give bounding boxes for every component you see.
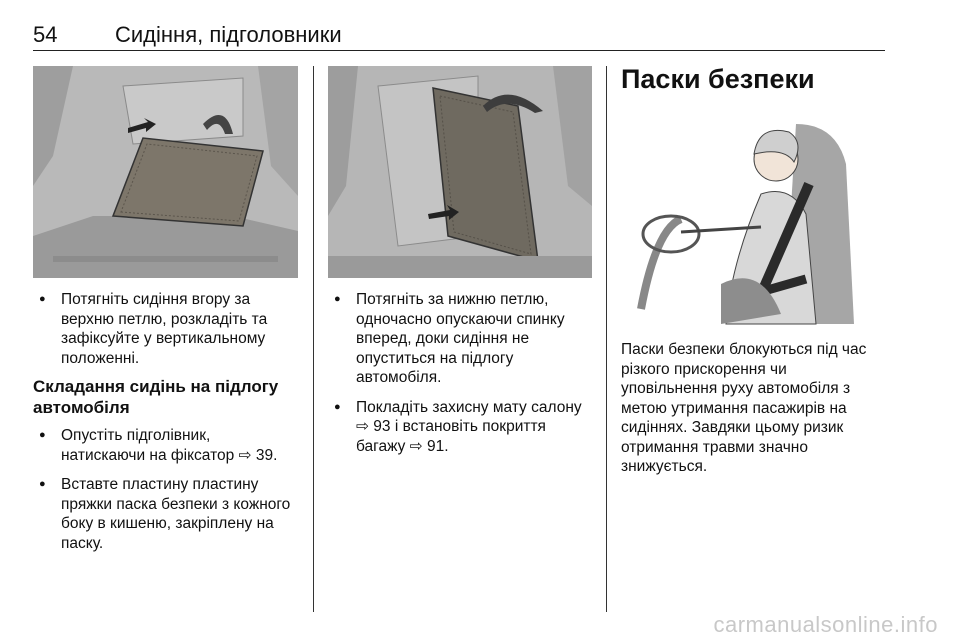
seat-fold-illustration: [328, 66, 592, 278]
watermark: carmanualsonline.info: [713, 612, 938, 637]
seat-unfold-illustration: [33, 66, 298, 278]
section-title: Паски безпеки: [621, 64, 815, 94]
unfold-steps: [33, 290, 298, 378]
header-rule: [33, 50, 885, 51]
list-item: ● Вставте пластину пластину пряжки паска безпеки з кожного боку в кишеню, закріплену на паску.: [33, 475, 298, 553]
subheading-fold-seats: Складання сидінь на підлогу автомобіля: [33, 377, 279, 417]
fold-steps-continued: [328, 290, 594, 466]
column-divider-1: [313, 66, 314, 612]
page-number: 54: [33, 22, 58, 47]
list-item: ● Потягніть за нижню петлю, одночасно опускаючи спинку вперед, доки сидіння не опуститься на підлогу автомобіля.: [328, 290, 594, 388]
column-divider-2: [606, 66, 607, 612]
list-item: ● Опустіть підголівник, натискаючи на фіксатор ⇨ 39.: [33, 426, 298, 465]
seatbelt-description: Паски безпеки блокуються під час різкого прискорення чи уповільнення руху автомобіля з метою утримання пасажирів на сидіннях. Завдяки цьому ризик отримання травми значно знижується.: [621, 341, 867, 475]
fold-steps: [33, 426, 298, 563]
list-item: ● Покладіть захисну мату салону ⇨ 93 і встановіть покриття багажу ⇨ 91.: [328, 398, 594, 457]
seatbelt-illustration: [621, 114, 885, 326]
page-header: [33, 22, 887, 50]
list-item: ● Потягніть сидіння вгору за верхню петлю, розкладіть та зафіксуйте у вертикальному положенні.: [33, 290, 298, 368]
chapter-title: Сидіння, підголовники: [115, 22, 342, 47]
